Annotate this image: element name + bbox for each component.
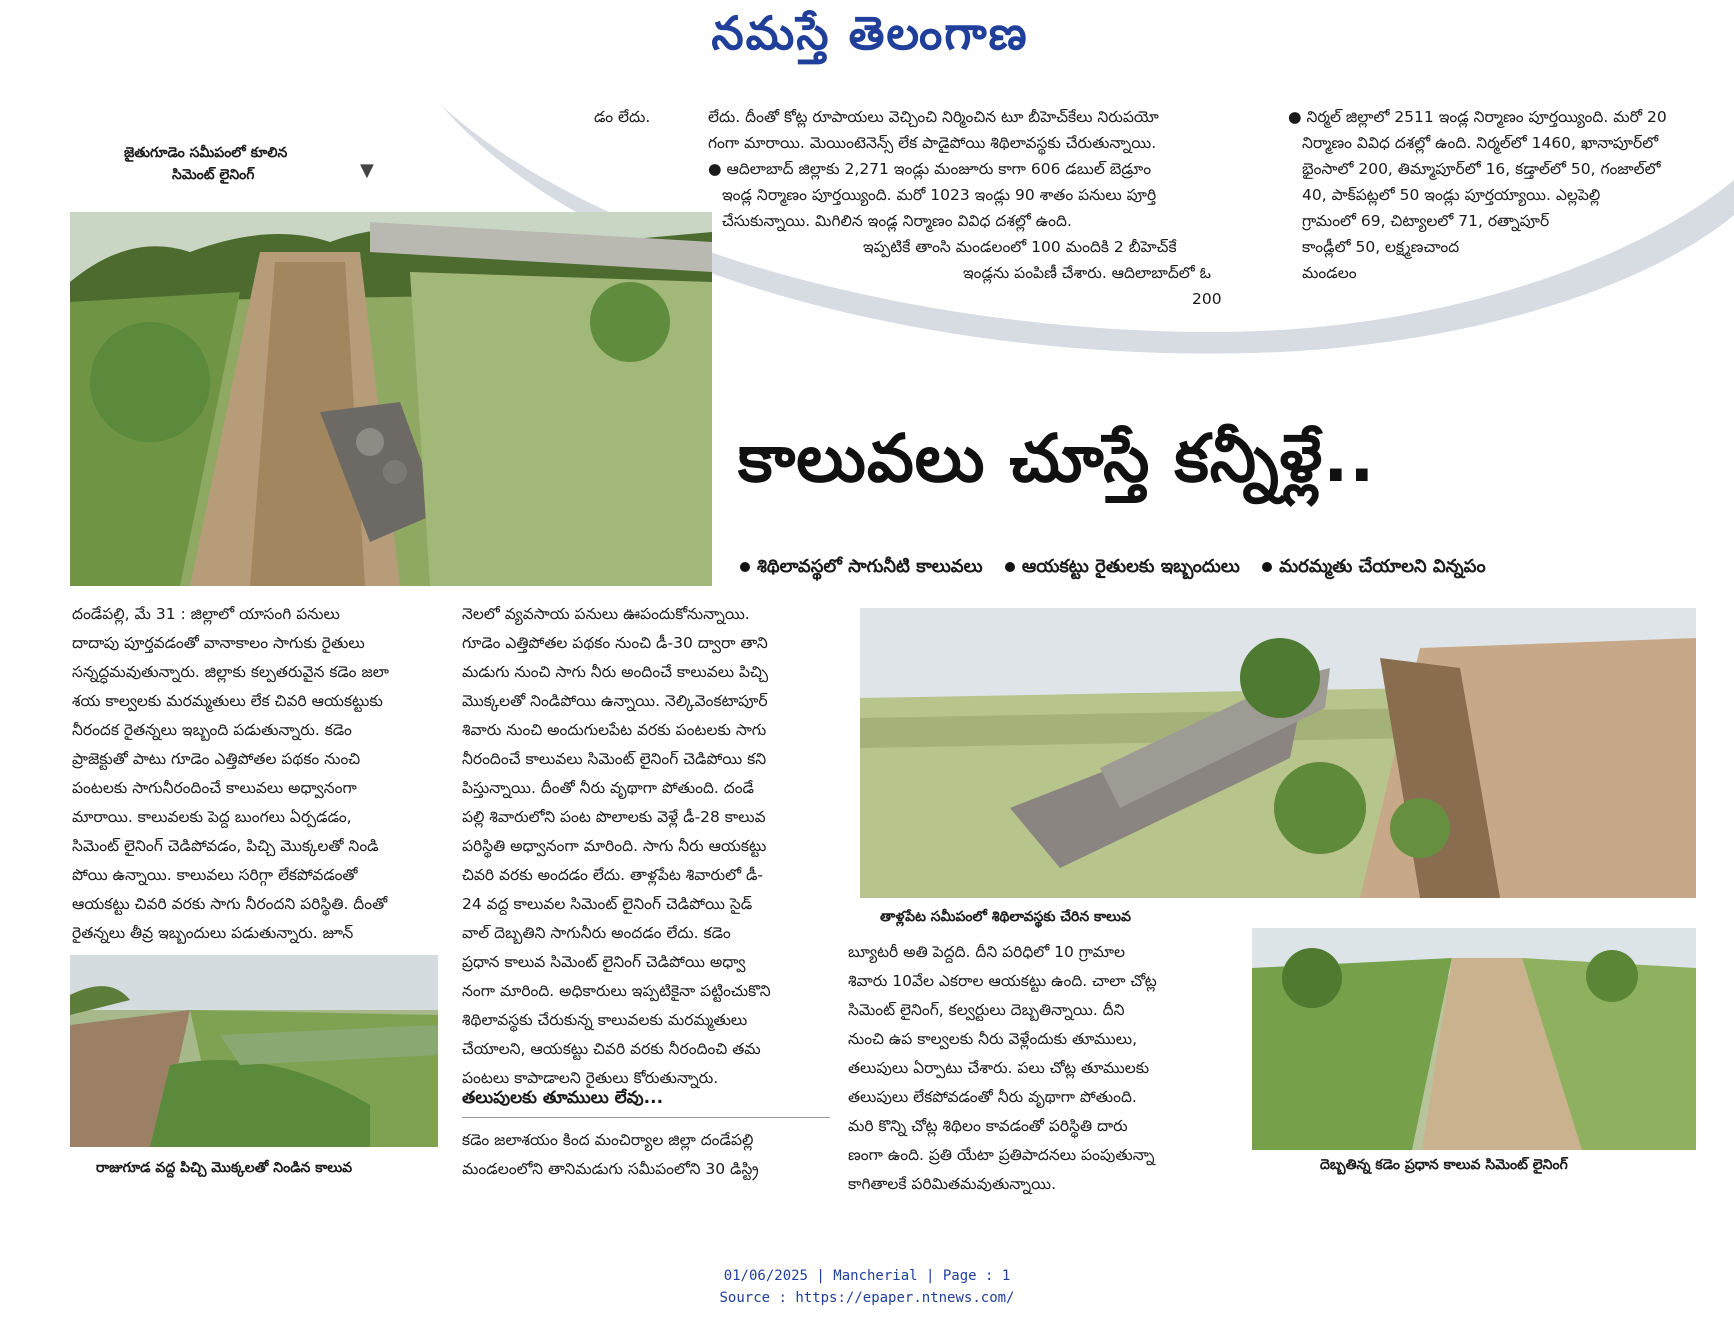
photo3-caption: రాజుగూడ వద్ద పిచ్చి మొక్కలతో నిండిన కాలువ <box>96 1160 353 1176</box>
photo-kadem-canal <box>1252 928 1696 1150</box>
article-line: నీరందించే కాలువలు సిమెంట్ లైనింగ్ చెడిపోయి కని <box>462 750 767 768</box>
article-line: పోయి ఉన్నాయి. కాలువలు సరిగ్గా లేకపోవడంతో <box>72 866 358 884</box>
top-text-line: గంగా మారాయి. మెయింటెనెన్స్ లేక పాడైపోయి శిథిలావస్థకు చేరుతున్నాయి. <box>708 134 1157 152</box>
top-col-a <box>594 104 650 130</box>
article-line: మండలంలోని తానిమడుగు సమీపంలోని 30 డిస్ట్రి <box>462 1160 759 1178</box>
article-line: పల్లి శివారులోని పంట పొలాలకు వెళ్లే డీ-28 కాలువ <box>462 808 766 826</box>
headline: కాలువలు చూస్తే కన్నీళ్లే.. <box>738 420 1376 497</box>
article-subhead: తలుపులకు తూములు లేవు... <box>462 1088 664 1108</box>
article-column-2b <box>462 1126 830 1184</box>
article-line: పంటలు కాపాడాలని రైతులు కోరుతున్నారు. <box>462 1069 719 1087</box>
footer-date-edition: 01/06/2025 | Mancherial | Page : 1 <box>723 1268 1011 1284</box>
bullet-icon <box>740 562 750 572</box>
article-line: తలుపులు ఏర్పాటు చేశారు. పలు చోట్ల తూములకు <box>848 1059 1150 1077</box>
top-text-line: భైంసాలో 200, తిమ్మాపూర్‌లో 16, కడ్తాల్‌లో 50, గంజాల్‌లో <box>1302 160 1661 178</box>
article-column-1 <box>72 600 452 948</box>
article-line: కాగితాలకే పరిమితమవుతున్నాయి. <box>848 1175 1057 1193</box>
photo-collapsed-lining <box>70 212 712 586</box>
photo2-caption: తాళ్లపేట సమీపంలో శిథిలావస్థకు చేరిన కాలువ <box>880 909 1131 925</box>
article-line: సన్నద్ధమవుతున్నారు. జిల్లాకు కల్పతరువైన కడెం జలా <box>72 663 390 681</box>
article-line: పంటలకు సాగునీరందించే కాలువలు అధ్వానంగా <box>72 779 357 797</box>
masthead-logo: నమస్తే తెలంగాణ <box>711 6 1029 60</box>
subdeck <box>740 556 1730 581</box>
bullet-icon <box>1005 562 1015 572</box>
article-line: పిస్తున్నాయి. దీంతో నీరు వృథాగా పోతుంది. దండే <box>462 779 755 797</box>
subdeck-item-text: శిథిలావస్థలో సాగునీటి కాలువలు <box>757 556 983 577</box>
top-text-line: లేదు. దీంతో కోట్ల రూపాయలు వెచ్చించి నిర్మించిన టూ బీహెచ్‌కేలు నిరుపయో <box>708 108 1159 126</box>
article-line: తలుపులు లేకపోవడంతో నీరు వృథాగా పోతుంది. <box>848 1088 1137 1106</box>
article-line: పరిస్థితి అధ్వానంగా మారింది. సాగు నీరు ఆయకట్టు <box>462 837 767 855</box>
top-text-line: చేసుకున్నాయి. మిగిలిన ఇండ్ల నిర్మాణం వివిధ దశల్లో ఉంది. <box>722 212 1072 230</box>
article-line: నీరందక రైతన్నలు ఇబ్బంది పడుతున్నారు. కడెం <box>72 721 352 739</box>
article-line: 24 వద్ద కాలువల సిమెంట్ లైనింగ్ చెడిపోయి సైడ్ <box>462 895 753 913</box>
subdeck-item-text: ఆయకట్టు రైతులకు ఇబ్బందులు <box>1021 556 1240 577</box>
article-line: మడుగు నుంచి సాగు నీరు అందించే కాలువలు పిచ్చి <box>462 663 769 681</box>
article-line: మరి కొన్ని చోట్ల శిథిలం కావడంతో పరిస్థితి దారు <box>848 1117 1128 1135</box>
top-col-c <box>1288 104 1734 286</box>
article-line: దాదాపు పూర్తవడంతో వానాకాలం సాగుకు రైతులు <box>72 634 365 652</box>
article-line: ణంగా ఉంది. ప్రతి యేటా ప్రతిపాదనలు పంపుతున్నా <box>848 1146 1155 1164</box>
article-line: చేయాలని, ఆయకట్టు చివరి వరకు నీరందించి తమ <box>462 1040 761 1058</box>
top-text-line: గ్రామంలో 69, చిట్యాలలో 71, రత్నాపూర్ <box>1302 212 1550 230</box>
photo-weed-canal <box>70 955 438 1147</box>
subdeck-item-text: మరమ్మతు చేయాలని విన్నపం <box>1279 556 1486 577</box>
article-line: మొక్కలతో నిండిపోయి ఉన్నాయి. నెల్కివెంకటాపూర్ <box>462 692 768 710</box>
top-text-line: 40, పాక్‌పట్లలో 50 ఇండ్లు పూర్తయ్యాయి. ఎల్లపెల్లి <box>1302 186 1601 204</box>
article-line: శివారు నుంచి అందుగులపేట వరకు పంటలకు సాగు <box>462 721 767 739</box>
top-text-line: ● నిర్మల్ జిల్లాలో 2511 ఇండ్ల నిర్మాణం పూర్తయ్యింది. మరో 20 <box>1288 108 1667 126</box>
subhead-divider <box>462 1117 830 1118</box>
article-line: శిథిలావస్థకు చేరుకున్న కాలువలకు మరమ్మతులు <box>462 1011 748 1029</box>
article-line: ఆయకట్టు చివరి వరకు సాగు నీరందని పరిస్థితి. దీంతో <box>72 895 388 913</box>
article-line: శివారు 10వేల ఎకరాల ఆయకట్టు ఉంది. చాలా చోట్ల <box>848 972 1157 990</box>
top-text-line: 200 <box>1192 290 1222 308</box>
article-line: గూడెం ఎత్తిపోతల పథకం నుంచి డీ-30 ద్వారా తాని <box>462 634 768 652</box>
article-line: వాల్ దెబ్బతిని సాగునీరు అందడం లేదు. కడెం <box>462 924 731 942</box>
photo1-caption-line2: సిమెంట్ లైనింగ్ <box>172 167 255 183</box>
article-line: దండేపల్లి, మే 31 : జిల్లాలో యాసంగి పనులు <box>72 605 340 623</box>
top-text-line: నిర్మాణం వివిధ దశల్లో ఉంది. నిర్మల్‌లో 1460, ఖానాపూర్‌లో <box>1302 134 1659 152</box>
subdeck-item <box>1262 556 1485 577</box>
top-text-line: ఇప్పటికే తాంసి మండలంలో 100 మందికి 2 బీహెచ్‌కే <box>863 238 1177 256</box>
subdeck-item <box>1005 556 1240 577</box>
article-line: నుంచి ఉప కాల్వలకు నీరు వెళ్లేందుకు తూములు, <box>848 1030 1138 1048</box>
article-line: సిమెంట్ లైనింగ్ చెడిపోవడం, పిచ్చి మొక్కలతో నిండి <box>72 837 379 855</box>
article-line: చివరి వరకు అందడం లేదు. తాళ్లపేట శివారులో డీ- <box>462 866 764 884</box>
caption-arrow-icon: ▼ <box>360 160 374 181</box>
top-text-line: ఇండ్ల నిర్మాణం పూర్తయ్యింది. మరో 1023 ఇండ్లు 90 శాతం పనులు పూర్తి <box>722 186 1157 204</box>
top-col-b <box>708 104 1268 312</box>
article-line: రైతన్నలు తీవ్ర ఇబ్బందులు పడుతున్నారు. జూన్ <box>72 924 354 942</box>
article-line: మారాయి. కాలువలకు పెద్ద బుంగలు ఏర్పడడం, <box>72 808 352 826</box>
article-line: నంగా మారింది. అధికారులు ఇప్పటికైనా పట్టించుకొని <box>462 982 771 1000</box>
top-text-line: ఇండ్లను పంపిణీ చేశారు. ఆదిలాబాద్‌లో ఓ <box>963 264 1211 282</box>
article-line: ప్రాజెక్టుతో పాటు గూడెం ఎత్తిపోతల పథకం నుంచి <box>72 750 361 768</box>
article-line: బ్యూటరీ అతి పెద్దది. దీని పరిధిలో 10 గ్రామాల <box>848 943 1125 961</box>
article-line: నెలలో వ్యవసాయ పనులు ఊపందుకోనున్నాయి. <box>462 605 750 623</box>
article-column-2 <box>462 600 830 1093</box>
article-line: శయ కాల్వలకు మరమ్మతులు లేక చివరి ఆయకట్టుకు <box>72 692 383 710</box>
top-text-line: ● ఆదిలాబాద్ జిల్లాకు 2,271 ఇండ్లు మంజూరు కాగా 606 డబుల్ బెడ్రూం <box>708 160 1152 178</box>
article-line: ప్రధాన కాలువ సిమెంట్ లైనింగ్ చెడిపోయి అధ్వా <box>462 953 746 971</box>
photo1-caption-line1: జైతుగూడెం సమీపంలో కూలిన <box>124 145 288 161</box>
photo1-caption <box>124 142 287 186</box>
top-text-line: మండలం <box>1302 264 1357 282</box>
bullet-icon <box>1262 562 1272 572</box>
article-line: సిమెంట్ లైనింగ్, కల్వర్టులు దెబ్బతిన్నాయి. దీని <box>848 1001 1125 1019</box>
photo4-caption: దెబ్బతిన్న కడెం ప్రధాన కాలువ సిమెంట్ లైనింగ్ <box>1320 1157 1568 1173</box>
subdeck-item <box>740 556 983 577</box>
top-text-line: డం లేదు. <box>594 108 651 126</box>
article-line: కడెం జలాశయం కింద మంచిర్యాల జిల్లా దండేపల్లి <box>462 1131 754 1149</box>
article-column-3 <box>848 938 1216 1199</box>
footer-source-link[interactable]: Source : https://epaper.ntnews.com/ <box>719 1290 1015 1306</box>
photo-damaged-canal <box>860 608 1696 898</box>
top-text-line: కాండ్లీలో 50, లక్ష్మణచాంద <box>1302 238 1460 256</box>
